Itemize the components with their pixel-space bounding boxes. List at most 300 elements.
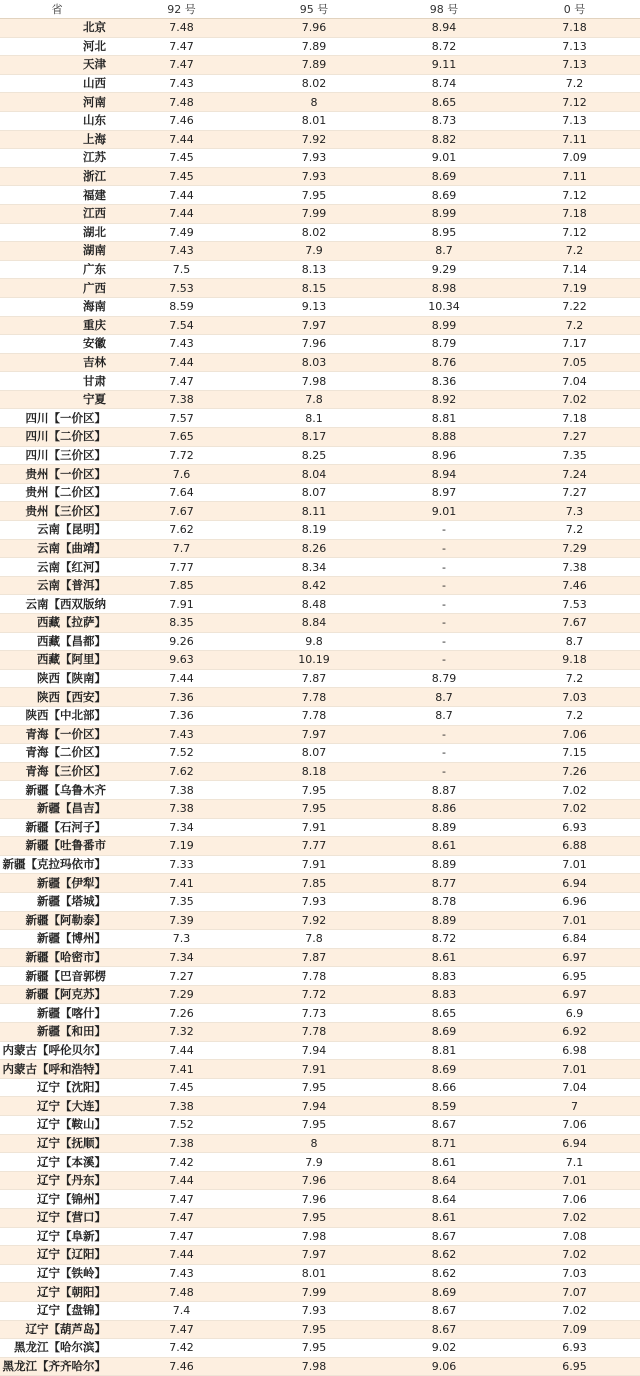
cell-98: 8.64 — [379, 1190, 509, 1209]
table-row — [0, 1078, 640, 1097]
cell-province: 新疆【阿克苏】 — [0, 985, 114, 1004]
cell-0: 7.12 — [509, 223, 640, 242]
cell-98: 8.65 — [379, 1004, 509, 1023]
cell-98: 8.77 — [379, 874, 509, 893]
cell-0: 7.06 — [509, 1190, 640, 1209]
cell-92: 7.85 — [114, 576, 249, 595]
cell-0: 7.35 — [509, 446, 640, 465]
cell-0: 7.12 — [509, 93, 640, 112]
cell-0: 7.13 — [509, 111, 640, 130]
cell-98: 8.69 — [379, 186, 509, 205]
cell-92: 7.43 — [114, 725, 249, 744]
cell-95: 7.94 — [249, 1041, 379, 1060]
table-row — [0, 614, 640, 633]
cell-92: 7.47 — [114, 1209, 249, 1228]
cell-province: 浙江 — [0, 167, 114, 186]
cell-province: 新疆【乌鲁木齐 — [0, 781, 114, 800]
cell-92: 7.77 — [114, 558, 249, 577]
cell-98: 8.82 — [379, 130, 509, 149]
table-row — [0, 744, 640, 763]
cell-95: 7.95 — [249, 1339, 379, 1358]
cell-0: 7.05 — [509, 353, 640, 372]
cell-98: 8.69 — [379, 1060, 509, 1079]
cell-92: 7.44 — [114, 1171, 249, 1190]
cell-95: 8.11 — [249, 502, 379, 521]
cell-province: 西藏【拉萨】 — [0, 614, 114, 633]
cell-95: 8.34 — [249, 558, 379, 577]
table-header — [0, 0, 640, 19]
cell-95: 8.48 — [249, 595, 379, 614]
cell-province: 辽宁【抚顺】 — [0, 1134, 114, 1153]
cell-0: 7.06 — [509, 1116, 640, 1135]
table-row — [0, 1060, 640, 1079]
table-row — [0, 874, 640, 893]
cell-95: 8.25 — [249, 446, 379, 465]
header-province: 省 — [0, 0, 114, 19]
table-row — [0, 446, 640, 465]
cell-95: 8 — [249, 1134, 379, 1153]
table-row — [0, 93, 640, 112]
cell-98: - — [379, 521, 509, 540]
table-row — [0, 37, 640, 56]
cell-98: - — [379, 651, 509, 670]
cell-0: 6.93 — [509, 818, 640, 837]
cell-95: 7.93 — [249, 1301, 379, 1320]
cell-0: 6.84 — [509, 930, 640, 949]
cell-92: 7.48 — [114, 1283, 249, 1302]
cell-0: 6.88 — [509, 837, 640, 856]
cell-92: 7.38 — [114, 1134, 249, 1153]
cell-92: 7.44 — [114, 669, 249, 688]
cell-province: 新疆【吐鲁番市 — [0, 837, 114, 856]
cell-98: 8.81 — [379, 1041, 509, 1060]
cell-98: 8.64 — [379, 1171, 509, 1190]
cell-province: 四川【三价区】 — [0, 446, 114, 465]
cell-92: 7.27 — [114, 967, 249, 986]
table-row — [0, 502, 640, 521]
cell-0: 6.96 — [509, 892, 640, 911]
table-row — [0, 595, 640, 614]
header-0: 0 号 — [509, 0, 640, 19]
cell-95: 7.93 — [249, 149, 379, 168]
cell-95: 8.07 — [249, 483, 379, 502]
header-92: 92 号 — [114, 0, 249, 19]
table-row — [0, 409, 640, 428]
table-row — [0, 1041, 640, 1060]
cell-98: - — [379, 762, 509, 781]
table-row — [0, 56, 640, 75]
cell-98: 8.72 — [379, 930, 509, 949]
cell-0: 6.9 — [509, 1004, 640, 1023]
cell-province: 新疆【哈密市】 — [0, 948, 114, 967]
cell-0: 7.29 — [509, 539, 640, 558]
cell-0: 7.46 — [509, 576, 640, 595]
cell-95: 7.98 — [249, 372, 379, 391]
cell-92: 9.26 — [114, 632, 249, 651]
cell-98: 8.62 — [379, 1264, 509, 1283]
table-row — [0, 837, 640, 856]
cell-0: 7.01 — [509, 911, 640, 930]
cell-92: 7.45 — [114, 167, 249, 186]
cell-province: 青海【一价区】 — [0, 725, 114, 744]
cell-92: 7.46 — [114, 1357, 249, 1376]
cell-98: - — [379, 744, 509, 763]
table-row — [0, 1264, 640, 1283]
cell-province: 天津 — [0, 56, 114, 75]
cell-province: 云南【西双版纳 — [0, 595, 114, 614]
cell-0: 7.2 — [509, 521, 640, 540]
table-row — [0, 781, 640, 800]
cell-province: 新疆【博州】 — [0, 930, 114, 949]
table-row — [0, 799, 640, 818]
cell-province: 辽宁【铁岭】 — [0, 1264, 114, 1283]
cell-92: 7.41 — [114, 1060, 249, 1079]
cell-province: 安徽 — [0, 335, 114, 354]
cell-95: 8.04 — [249, 465, 379, 484]
table-row — [0, 1227, 640, 1246]
cell-0: 7.02 — [509, 1301, 640, 1320]
cell-95: 7.95 — [249, 1116, 379, 1135]
cell-92: 7.19 — [114, 837, 249, 856]
cell-92: 7.6 — [114, 465, 249, 484]
cell-0: 7.09 — [509, 1320, 640, 1339]
cell-0: 7.17 — [509, 335, 640, 354]
cell-province: 陕西【西安】 — [0, 688, 114, 707]
cell-98: 8.69 — [379, 1023, 509, 1042]
cell-province: 辽宁【本溪】 — [0, 1153, 114, 1172]
cell-95: 8.42 — [249, 576, 379, 595]
cell-0: 6.95 — [509, 1357, 640, 1376]
cell-95: 10.19 — [249, 651, 379, 670]
cell-province: 上海 — [0, 130, 114, 149]
cell-92: 7.46 — [114, 111, 249, 130]
cell-98: 8.66 — [379, 1078, 509, 1097]
cell-0: 7.09 — [509, 149, 640, 168]
table-row — [0, 1339, 640, 1358]
table-row — [0, 19, 640, 38]
cell-province: 新疆【塔城】 — [0, 892, 114, 911]
cell-95: 7.87 — [249, 948, 379, 967]
cell-95: 7.99 — [249, 204, 379, 223]
cell-0: 7.18 — [509, 204, 640, 223]
cell-92: 7.65 — [114, 428, 249, 447]
cell-95: 7.97 — [249, 725, 379, 744]
table-row — [0, 762, 640, 781]
cell-95: 7.78 — [249, 967, 379, 986]
cell-92: 7.43 — [114, 335, 249, 354]
table-row — [0, 1116, 640, 1135]
cell-province: 新疆【昌吉】 — [0, 799, 114, 818]
cell-95: 7.95 — [249, 1209, 379, 1228]
cell-0: 7.04 — [509, 372, 640, 391]
cell-province: 新疆【喀什】 — [0, 1004, 114, 1023]
cell-95: 7.78 — [249, 1023, 379, 1042]
cell-92: 7.38 — [114, 1097, 249, 1116]
cell-province: 陕西【陕南】 — [0, 669, 114, 688]
cell-province: 西藏【阿里】 — [0, 651, 114, 670]
cell-0: 7.27 — [509, 428, 640, 447]
table-row — [0, 1320, 640, 1339]
cell-92: 7.38 — [114, 799, 249, 818]
cell-0: 8.7 — [509, 632, 640, 651]
cell-province: 贵州【三价区】 — [0, 502, 114, 521]
cell-92: 7.45 — [114, 149, 249, 168]
table-row — [0, 948, 640, 967]
table-body — [0, 19, 640, 1376]
cell-province: 广西 — [0, 279, 114, 298]
cell-0: 7.14 — [509, 260, 640, 279]
cell-98: 10.34 — [379, 297, 509, 316]
cell-95: 7.98 — [249, 1227, 379, 1246]
table-row — [0, 279, 640, 298]
cell-province: 重庆 — [0, 316, 114, 335]
cell-0: 7.22 — [509, 297, 640, 316]
table-row — [0, 465, 640, 484]
table-row — [0, 1171, 640, 1190]
cell-92: 7.43 — [114, 242, 249, 261]
cell-province: 贵州【二价区】 — [0, 483, 114, 502]
cell-0: 6.95 — [509, 967, 640, 986]
cell-92: 7.29 — [114, 985, 249, 1004]
cell-92: 7.3 — [114, 930, 249, 949]
cell-98: 8.67 — [379, 1320, 509, 1339]
cell-0: 6.94 — [509, 1134, 640, 1153]
cell-98: 8.86 — [379, 799, 509, 818]
table-row — [0, 706, 640, 725]
table-row — [0, 892, 640, 911]
table-row — [0, 223, 640, 242]
cell-0: 7.13 — [509, 37, 640, 56]
cell-98: 9.02 — [379, 1339, 509, 1358]
cell-92: 7.34 — [114, 948, 249, 967]
cell-0: 7.01 — [509, 855, 640, 874]
table-row — [0, 335, 640, 354]
table-row — [0, 1004, 640, 1023]
cell-92: 7.33 — [114, 855, 249, 874]
table-row — [0, 1097, 640, 1116]
cell-0: 7.04 — [509, 1078, 640, 1097]
cell-98: 8.87 — [379, 781, 509, 800]
cell-98: 8.7 — [379, 242, 509, 261]
cell-98: 8.67 — [379, 1116, 509, 1135]
cell-95: 8.84 — [249, 614, 379, 633]
cell-92: 7.47 — [114, 37, 249, 56]
cell-province: 新疆【巴音郭楞 — [0, 967, 114, 986]
cell-province: 辽宁【辽阳】 — [0, 1246, 114, 1265]
table-row — [0, 390, 640, 409]
table-row — [0, 651, 640, 670]
cell-98: - — [379, 632, 509, 651]
cell-98: 8.61 — [379, 948, 509, 967]
cell-province: 山东 — [0, 111, 114, 130]
cell-95: 7.96 — [249, 335, 379, 354]
cell-98: 9.29 — [379, 260, 509, 279]
cell-92: 7.54 — [114, 316, 249, 335]
cell-92: 7.4 — [114, 1301, 249, 1320]
cell-province: 河南 — [0, 93, 114, 112]
cell-95: 8.01 — [249, 1264, 379, 1283]
table-row — [0, 297, 640, 316]
cell-98: 8.73 — [379, 111, 509, 130]
cell-0: 6.98 — [509, 1041, 640, 1060]
cell-98: 8.94 — [379, 19, 509, 38]
cell-92: 7.47 — [114, 56, 249, 75]
cell-95: 7.96 — [249, 1171, 379, 1190]
cell-92: 7.43 — [114, 1264, 249, 1283]
cell-province: 黑龙江【哈尔滨】 — [0, 1339, 114, 1358]
table-row — [0, 428, 640, 447]
cell-province: 新疆【克拉玛依市】 — [0, 855, 114, 874]
cell-province: 河北 — [0, 37, 114, 56]
table-row — [0, 1357, 640, 1376]
cell-92: 7.49 — [114, 223, 249, 242]
cell-98: 9.11 — [379, 56, 509, 75]
table-row — [0, 1023, 640, 1042]
cell-98: 8.72 — [379, 37, 509, 56]
cell-95: 8.15 — [249, 279, 379, 298]
cell-98: - — [379, 595, 509, 614]
cell-0: 6.93 — [509, 1339, 640, 1358]
table-row — [0, 576, 640, 595]
table-row — [0, 967, 640, 986]
cell-98: - — [379, 576, 509, 595]
cell-0: 7.01 — [509, 1171, 640, 1190]
cell-95: 7.78 — [249, 706, 379, 725]
cell-0: 9.18 — [509, 651, 640, 670]
cell-92: 7.47 — [114, 1190, 249, 1209]
cell-0: 7.26 — [509, 762, 640, 781]
table-row — [0, 911, 640, 930]
cell-92: 7.36 — [114, 706, 249, 725]
cell-province: 海南 — [0, 297, 114, 316]
cell-92: 9.63 — [114, 651, 249, 670]
cell-province: 辽宁【葫芦岛】 — [0, 1320, 114, 1339]
cell-98: 8.83 — [379, 967, 509, 986]
cell-92: 7.53 — [114, 279, 249, 298]
table-row — [0, 186, 640, 205]
cell-95: 8.26 — [249, 539, 379, 558]
cell-98: 8.79 — [379, 669, 509, 688]
cell-province: 云南【昆明】 — [0, 521, 114, 540]
cell-92: 7.44 — [114, 353, 249, 372]
table-row — [0, 483, 640, 502]
cell-0: 7.2 — [509, 242, 640, 261]
cell-98: 8.7 — [379, 688, 509, 707]
cell-0: 7.11 — [509, 167, 640, 186]
cell-0: 7.53 — [509, 595, 640, 614]
cell-0: 7.3 — [509, 502, 640, 521]
cell-92: 7.44 — [114, 186, 249, 205]
table-row — [0, 242, 640, 261]
cell-92: 7.42 — [114, 1153, 249, 1172]
cell-98: 8.95 — [379, 223, 509, 242]
cell-95: 7.73 — [249, 1004, 379, 1023]
cell-92: 7.38 — [114, 781, 249, 800]
table-row — [0, 539, 640, 558]
cell-province: 湖北 — [0, 223, 114, 242]
cell-95: 7.77 — [249, 837, 379, 856]
cell-95: 7.98 — [249, 1357, 379, 1376]
cell-province: 江西 — [0, 204, 114, 223]
cell-0: 7.02 — [509, 799, 640, 818]
cell-95: 8.01 — [249, 111, 379, 130]
cell-92: 7.47 — [114, 372, 249, 391]
table-row — [0, 930, 640, 949]
cell-0: 7.02 — [509, 390, 640, 409]
cell-0: 7.13 — [509, 56, 640, 75]
cell-92: 7.67 — [114, 502, 249, 521]
cell-0: 7.2 — [509, 706, 640, 725]
table-row — [0, 669, 640, 688]
cell-95: 7.95 — [249, 799, 379, 818]
cell-0: 7.01 — [509, 1060, 640, 1079]
cell-province: 辽宁【鞍山】 — [0, 1116, 114, 1135]
cell-98: 8.89 — [379, 911, 509, 930]
cell-95: 7.99 — [249, 1283, 379, 1302]
cell-95: 8 — [249, 93, 379, 112]
table-row — [0, 353, 640, 372]
cell-98: 9.01 — [379, 149, 509, 168]
cell-92: 7.41 — [114, 874, 249, 893]
cell-province: 四川【一价区】 — [0, 409, 114, 428]
cell-province: 黑龙江【齐齐哈尔】 — [0, 1357, 114, 1376]
cell-province: 辽宁【阜新】 — [0, 1227, 114, 1246]
cell-98: 8.62 — [379, 1246, 509, 1265]
cell-0: 7.1 — [509, 1153, 640, 1172]
cell-92: 7.44 — [114, 130, 249, 149]
cell-province: 宁夏 — [0, 390, 114, 409]
cell-98: 8.89 — [379, 818, 509, 837]
cell-0: 7.2 — [509, 669, 640, 688]
cell-92: 7.7 — [114, 539, 249, 558]
table-row — [0, 688, 640, 707]
cell-98: 8.61 — [379, 1209, 509, 1228]
cell-92: 7.91 — [114, 595, 249, 614]
cell-0: 7.67 — [509, 614, 640, 633]
cell-province: 广东 — [0, 260, 114, 279]
cell-province: 辽宁【锦州】 — [0, 1190, 114, 1209]
table-row — [0, 1134, 640, 1153]
cell-98: 8.92 — [379, 390, 509, 409]
cell-92: 7.39 — [114, 911, 249, 930]
cell-92: 7.44 — [114, 204, 249, 223]
header-98: 98 号 — [379, 0, 509, 19]
cell-95: 7.92 — [249, 911, 379, 930]
cell-98: 8.59 — [379, 1097, 509, 1116]
table-row — [0, 372, 640, 391]
cell-0: 7.15 — [509, 744, 640, 763]
cell-98: 8.99 — [379, 204, 509, 223]
table-row — [0, 260, 640, 279]
cell-0: 7.02 — [509, 781, 640, 800]
cell-98: 8.78 — [379, 892, 509, 911]
cell-92: 7.26 — [114, 1004, 249, 1023]
table-row — [0, 1283, 640, 1302]
cell-95: 9.8 — [249, 632, 379, 651]
cell-95: 8.02 — [249, 74, 379, 93]
cell-province: 新疆【伊犁】 — [0, 874, 114, 893]
cell-98: 8.76 — [379, 353, 509, 372]
cell-92: 7.62 — [114, 521, 249, 540]
cell-95: 7.89 — [249, 37, 379, 56]
cell-92: 7.47 — [114, 1320, 249, 1339]
cell-province: 西藏【昌都】 — [0, 632, 114, 651]
cell-95: 7.9 — [249, 242, 379, 261]
cell-95: 7.96 — [249, 19, 379, 38]
cell-92: 7.44 — [114, 1246, 249, 1265]
cell-0: 6.94 — [509, 874, 640, 893]
cell-92: 7.38 — [114, 390, 249, 409]
